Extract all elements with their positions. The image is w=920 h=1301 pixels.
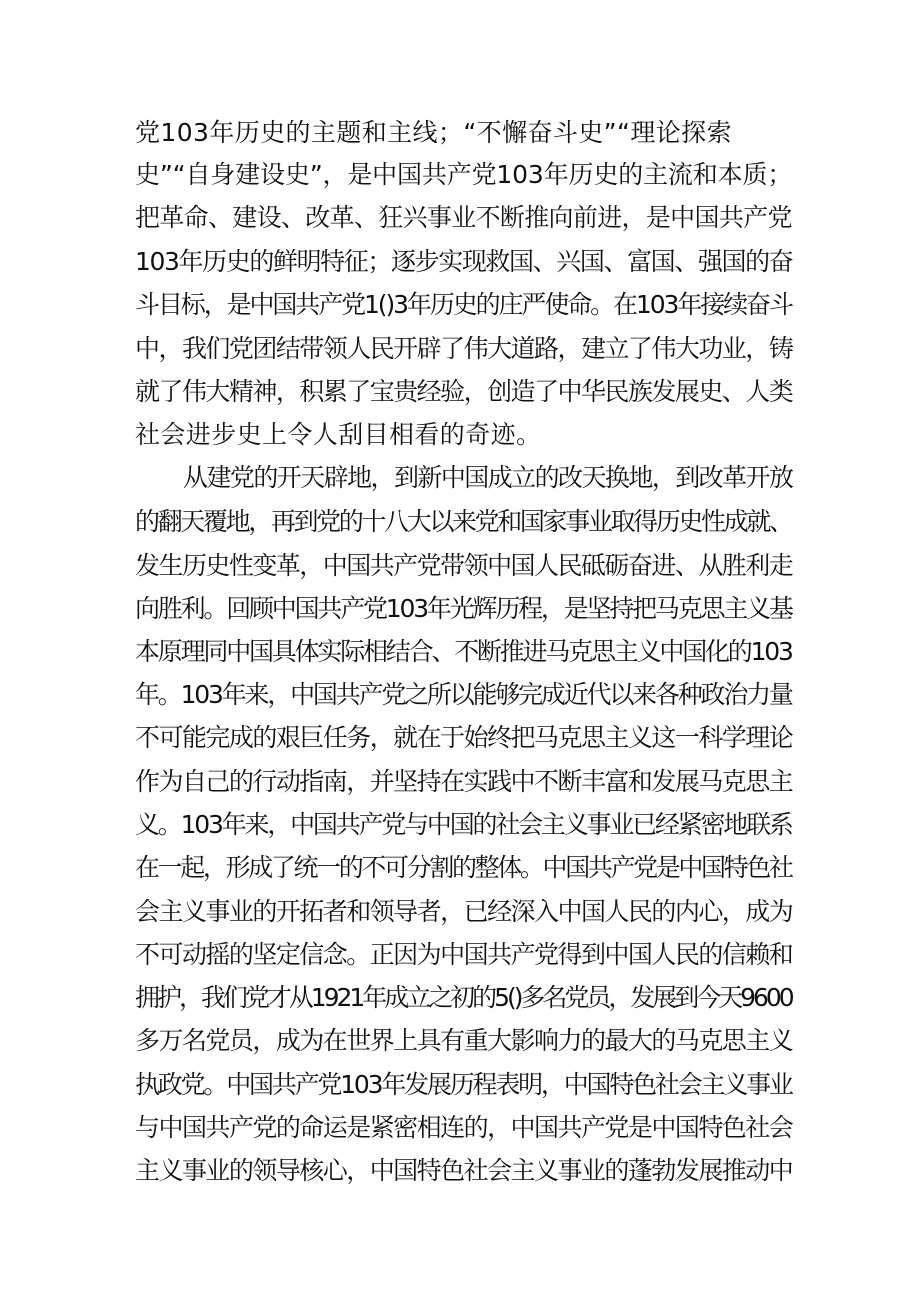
text-line: 发生历史性变革，中国共产党带领中国人民砥砺奋进、从胜利走 (135, 551, 793, 580)
text-line: 与中国共产党的命运是紧密相连的，中国共产党是中国特色社会 (135, 1113, 793, 1142)
text-line: 党103年历史的主题和主线；“不懈奋斗史”“理论探索 (135, 118, 732, 147)
text-line: 拥护，我们党才从1921年成立之初的5()多名党员，发展到今天9600 (135, 983, 792, 1012)
text-line: 作为自己的行动指南，并坚持在实践中不断丰富和发展马克思主 (135, 767, 793, 796)
paragraph-first-line: 从建党的开天辟地，到新中国成立的改天换地，到改革开放 (183, 463, 793, 492)
text-line: 史”“自身建设史”，是中国共产党103年历史的主流和本质； (135, 160, 793, 189)
text-line: 主义事业的领导核心，中国特色社会主义事业的蓬勃发展推动中 (135, 1156, 793, 1185)
text-line: 会主义事业的开拓者和领导者，已经深入中国人民的内心，成为 (135, 897, 793, 926)
text-line: 年。103年来，中国共产党之所以能够完成近代以来各种政治力量 (135, 680, 792, 709)
text-line: 不可能完成的艰巨任务，就在于始终把马克思主义这一科学理论 (135, 723, 793, 752)
text-line: 斗目标，是中国共产党1()3年历史的庄严使命。在103年接续奋斗 (135, 290, 792, 319)
text-line: 本原理同中国具体实际相结合、不断推进马克思主义中国化的103 (135, 637, 792, 666)
text-line: 不可动摇的坚定信念。正因为中国共产党得到中国人民的信赖和 (135, 940, 793, 969)
text-line: 向胜利。回顾中国共产党103年光辉历程，是坚持把马克思主义基 (135, 594, 792, 623)
text-line: 中，我们党团结带领人民开辟了伟大道路，建立了伟大功业，铸 (135, 334, 793, 363)
text-line: 社会进步史上令人刮目相看的奇迹。 (135, 420, 542, 449)
text-line: 的翻天覆地，再到党的十八大以来党和国家事业取得历史性成就、 (135, 507, 792, 536)
text-line: 在一起，形成了统一的不可分割的整体。中国共产党是中国特色社 (135, 853, 792, 882)
text-line: 103年历史的鲜明特征；逐步实现救国、兴国、富国、强国的奋 (135, 247, 793, 276)
text-line: 执政党。中国共产党103年发展历程表明，中国特色社会主义事业 (135, 1070, 792, 1099)
text-line: 就了伟大精神，积累了宝贵经验，创造了中华民族发展史、人类 (135, 377, 793, 406)
text-line: 多万名党员，成为在世界上具有重大影响力的最大的马克思主义 (135, 1026, 793, 1055)
text-line: 把革命、建设、改革、狂兴事业不断推向前进，是中国共产党 (135, 203, 792, 232)
text-line: 义。103年来，中国共产党与中国的社会主义事业已经紧密地联系 (135, 810, 792, 839)
